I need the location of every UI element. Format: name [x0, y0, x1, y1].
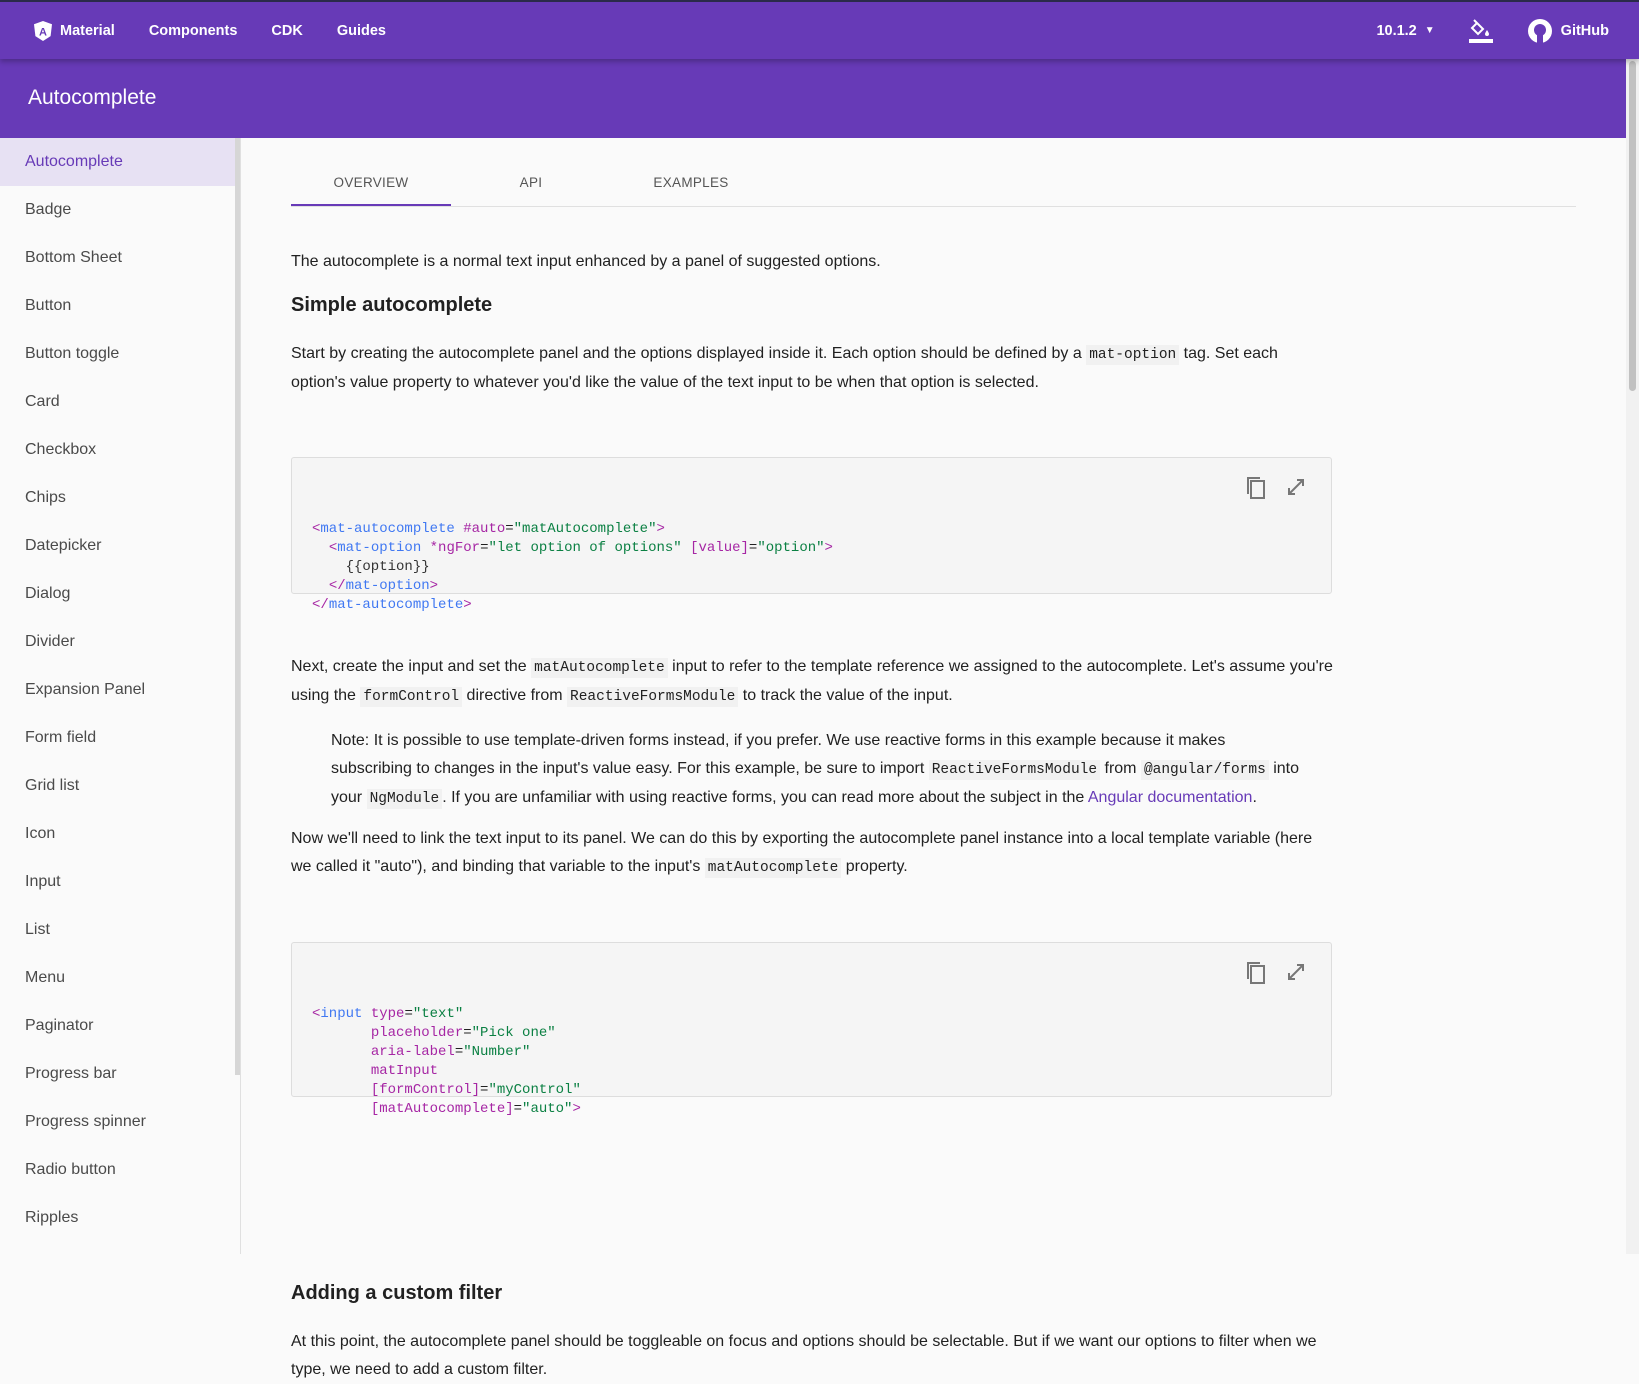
- scrollbar-thumb[interactable]: [1629, 61, 1636, 391]
- sidebar-item-autocomplete[interactable]: Autocomplete: [0, 138, 240, 186]
- chevron-down-icon: ▼: [1424, 25, 1435, 36]
- sidebar-scrollbar[interactable]: [235, 138, 240, 1075]
- sidebar-item-badge[interactable]: Badge: [25, 201, 72, 218]
- tab-overview[interactable]: OVERVIEW: [291, 138, 451, 206]
- code-line: <input type="text": [312, 1006, 464, 1022]
- main-content: [291, 138, 1576, 1378]
- tab-examples[interactable]: EXAMPLES: [653, 175, 729, 190]
- sidebar-item-datepicker[interactable]: Datepicker: [25, 537, 102, 554]
- text: Start by creating the autocomplete panel and the options displayed inside it. Each option should be defined by a: [291, 345, 1087, 362]
- inline-code: ReactiveFormsModule: [929, 760, 1100, 780]
- text: into your: [331, 760, 1300, 806]
- version-select[interactable]: [1376, 23, 1434, 39]
- text: property.: [841, 858, 908, 875]
- text: .: [1252, 789, 1257, 806]
- code-block: [291, 457, 1332, 613]
- sidebar-item-ripples[interactable]: Ripples: [25, 1209, 79, 1226]
- version-label: 10.1.2: [1376, 22, 1417, 39]
- theme-picker-icon[interactable]: [1469, 18, 1493, 44]
- code-line: <mat-option *ngFor="let option of options" [value]="option">: [328, 540, 833, 556]
- sidebar-item-chips[interactable]: Chips: [25, 489, 66, 506]
- sidebar-item-form-field[interactable]: Form field: [25, 729, 97, 746]
- code-block: [291, 942, 1332, 1117]
- page-scrollbar[interactable]: [1626, 59, 1639, 1254]
- code-line: [formControl]="myControl": [370, 1082, 581, 1098]
- page-header: [0, 59, 1626, 138]
- paragraph: [291, 653, 1336, 711]
- sidebar-item-card[interactable]: Card: [25, 393, 60, 410]
- paragraph: At this point, the autocomplete panel should be toggleable on focus and options should be selectable. But if we want our options to filter when we type, we need to add a custom filter.: [291, 1333, 1317, 1378]
- inline-code: formControl: [360, 687, 462, 707]
- inline-code: ReactiveFormsModule: [567, 687, 738, 707]
- sidebar-item-input[interactable]: Input: [25, 873, 61, 890]
- brand-label: Material: [60, 22, 115, 39]
- sidebar-item-progress-bar[interactable]: Progress bar: [25, 1065, 117, 1082]
- sidebar-item-paginator[interactable]: Paginator: [25, 1017, 94, 1034]
- sidebar-item-grid-list[interactable]: Grid list: [25, 777, 80, 794]
- copy-icon[interactable]: [1245, 476, 1267, 507]
- text: . If you are unfamiliar with using reactive forms, you can read more about the subject in the: [442, 789, 1088, 806]
- text: Note: It is possible to use template-driven forms instead, if you prefer. We use reactive forms in this example because it makes subscribing to changes in the input's value easy. For this example, be sure to import: [331, 732, 1226, 777]
- text: from: [1100, 760, 1141, 777]
- expand-icon[interactable]: [1285, 476, 1307, 507]
- code-line: placeholder="Pick one": [370, 1025, 556, 1041]
- inline-code: @angular/forms: [1141, 760, 1269, 780]
- sidebar: [0, 138, 241, 1254]
- sidebar-item-divider[interactable]: Divider: [25, 633, 75, 650]
- home-link[interactable]: [34, 21, 115, 41]
- github-label: GitHub: [1560, 22, 1609, 39]
- sidebar-item-button-toggle[interactable]: Button toggle: [25, 345, 120, 362]
- nav-cdk[interactable]: CDK: [271, 22, 303, 39]
- heading-custom-filter: Adding a custom filter: [291, 1282, 503, 1304]
- sidebar-item-checkbox[interactable]: Checkbox: [25, 441, 97, 458]
- angular-logo-icon: [34, 21, 52, 41]
- inline-code: matAutocomplete: [705, 858, 842, 878]
- code-line: {{option}}: [312, 559, 430, 575]
- top-navbar: [0, 0, 1639, 59]
- nav-components[interactable]: Components: [148, 22, 238, 39]
- page-title: Autocomplete: [28, 86, 157, 109]
- text: input to refer to the template reference we assigned to the autocomplete. Let's assume you're using the: [291, 658, 1333, 704]
- text: Next, create the input and set the: [291, 658, 532, 675]
- tab-bar: [291, 138, 1576, 207]
- sidebar-item-menu[interactable]: Menu: [25, 969, 66, 986]
- code-line: matInput: [370, 1063, 439, 1079]
- code-line: <mat-autocomplete #auto="matAutocomplete">: [312, 521, 665, 537]
- inline-code: mat-option: [1086, 345, 1179, 365]
- sidebar-item-radio-button[interactable]: Radio button: [25, 1161, 116, 1178]
- text: tag. Set each option's value property to whatever you'd like the value of the text input to be when that option is selected.: [291, 345, 1278, 391]
- sidebar-item-dialog[interactable]: Dialog: [25, 585, 71, 602]
- copy-icon[interactable]: [1245, 961, 1267, 992]
- sidebar-item-progress-spinner[interactable]: Progress spinner: [25, 1113, 146, 1130]
- sidebar-item-bottom-sheet[interactable]: Bottom Sheet: [25, 249, 122, 266]
- sidebar-item-list[interactable]: List: [25, 921, 50, 938]
- tab-api[interactable]: API: [519, 175, 543, 190]
- nav-guides[interactable]: Guides: [336, 22, 386, 39]
- code-line: </mat-option>: [328, 578, 439, 594]
- paragraph: [291, 825, 1336, 882]
- text: directive from: [462, 687, 568, 704]
- github-link[interactable]: [1527, 18, 1609, 44]
- text: Now we'll need to link the text input to its panel. We can do this by exporting the autocomplete panel instance into a local template variable (here we called it "auto"), and binding that variable to the input's: [291, 830, 1313, 875]
- heading-simple-autocomplete: Simple autocomplete: [291, 294, 493, 316]
- sidebar-item-icon[interactable]: Icon: [25, 825, 56, 842]
- sidebar-item-expansion-panel[interactable]: Expansion Panel: [25, 681, 146, 698]
- svg-text:A: A: [39, 26, 47, 38]
- note: [291, 727, 1301, 813]
- code-line: </mat-autocomplete>: [312, 597, 472, 613]
- intro-text: The autocomplete is a normal text input enhanced by a panel of suggested options.: [291, 253, 881, 270]
- code-line: aria-label="Number": [370, 1044, 531, 1060]
- paragraph: [291, 340, 1336, 397]
- expand-icon[interactable]: [1285, 961, 1307, 992]
- sidebar-item-button[interactable]: Button: [25, 297, 72, 314]
- inline-code: matAutocomplete: [531, 658, 668, 678]
- angular-docs-link[interactable]: Angular documentation: [1087, 789, 1253, 806]
- code-line: [matAutocomplete]="auto">: [370, 1101, 581, 1117]
- inline-code: NgModule: [367, 789, 443, 809]
- text: to track the value of the input.: [738, 687, 953, 704]
- github-icon: [1527, 18, 1553, 44]
